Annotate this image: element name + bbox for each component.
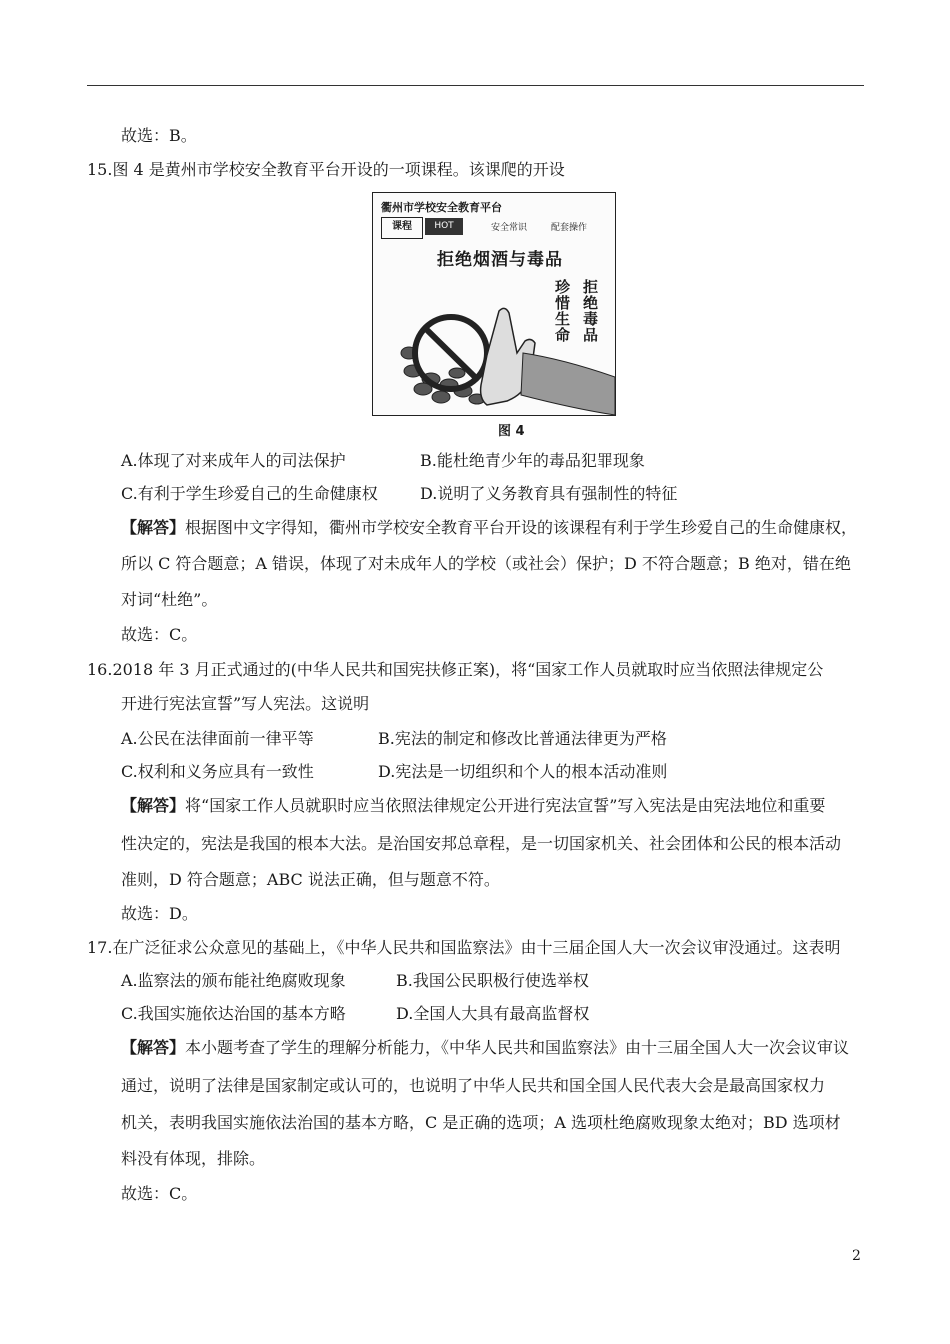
question-16-line-2: 开进行宪法宣誓”写人宪法。这说明 bbox=[121, 694, 370, 713]
question-15: 15.图 4 是黄州市学校安全教育平台开设的一项课程。该课爬的开设 bbox=[87, 160, 565, 179]
option-16c: C.权利和义务应具有一致性 bbox=[121, 762, 314, 781]
option-16b: B.宪法的制定和修改比普通法律更为严格 bbox=[378, 729, 667, 748]
solution-tag: 【解答】 bbox=[121, 518, 186, 537]
solution-17-line-3: 机关，表明我国实施依法治国的基本方略，C 是正确的选项；A 选项杜绝腐败现象太绝对；BD 选项材 bbox=[121, 1113, 841, 1132]
option-15c: C.有利于学生珍爱自己的生命健康权 bbox=[121, 484, 378, 503]
figure-tab-ops: 配套操作 bbox=[551, 223, 588, 233]
answer-line: 故选：B。 bbox=[121, 126, 197, 145]
figure-caption: 图 4 bbox=[498, 424, 525, 439]
solution-15-line bbox=[121, 518, 857, 538]
figure-4 bbox=[372, 192, 616, 416]
question-16: 16.2018 年 3 月正式通过的(中华人民共和国宪扶修正案)，将“国家工作人员就取时应当依照法律规定公 bbox=[87, 660, 824, 679]
option-15a: A.体现了对来成年人的司法保护 bbox=[121, 451, 346, 470]
page-number: 2 bbox=[852, 1248, 861, 1264]
solution-16-line-2: 性决定的，宪法是我国的根本大法。是治国安邦总章程，是一切国家机关、社会团体和公民的根本活动 bbox=[121, 834, 842, 853]
figure-slogan-right: 拒绝毒品 bbox=[581, 279, 599, 343]
option-17c: C.我国实施依达治国的基本方略 bbox=[121, 1004, 346, 1023]
course-logo: 课程 bbox=[381, 217, 423, 239]
solution-tag: 【解答】 bbox=[121, 796, 186, 815]
solution-16-line bbox=[121, 796, 825, 816]
option-17d: D.全国人大具有最高监督权 bbox=[396, 1004, 590, 1023]
solution-15-line-3: 对词“杜绝”。 bbox=[121, 590, 218, 609]
option-17a: A.监察法的颁布能社绝腐败现象 bbox=[121, 971, 346, 990]
solution-15-line-2: 所以 C 符合题意；A 错误，体现了对未成年人的学校（或社会）保护；D 不符合题意；B 绝对，错在绝 bbox=[121, 554, 851, 573]
solution-text: 将“国家工作人员就职时应当依照法律规定公开进行宪法宣誓”写入宪法是由宪法地位和重要 bbox=[185, 796, 826, 815]
option-17b: B.我国公民职极行使选举权 bbox=[396, 971, 589, 990]
answer-line: 故选：C。 bbox=[121, 625, 198, 644]
hot-badge: HOT bbox=[425, 218, 463, 235]
question-17: 17.在广泛征求公众意见的基础上，《中华人民共和国监察法》由十三届企国人大一次会议审没通过。这表明 bbox=[87, 938, 841, 957]
figure-tab-safety: 安全常识 bbox=[491, 223, 528, 233]
pills-and-hand-illustration bbox=[373, 193, 615, 415]
solution-16-line-3: 准则，D 符合题意；ABC 说法正确，但与题意不符。 bbox=[121, 870, 500, 889]
answer-line: 故选：D。 bbox=[121, 904, 198, 923]
answer-line: 故选：C。 bbox=[121, 1184, 198, 1203]
header-rule bbox=[87, 85, 864, 86]
option-15b: B.能杜绝青少年的毒品犯罪现象 bbox=[420, 451, 645, 470]
solution-17-line-4: 料没有体现，排除。 bbox=[121, 1149, 266, 1168]
option-15d: D.说明了义务教育具有强制性的特征 bbox=[420, 484, 678, 503]
solution-text: 根据图中文字得知，衢州市学校安全教育平台开设的该课程有利于学生珍爱自己的生命健康权， bbox=[185, 518, 858, 537]
figure-title: 拒绝烟酒与毒品 bbox=[437, 250, 563, 270]
solution-17-line-2: 通过，说明了法律是国家制定或认可的，也说明了中华人民共和国全国人民代表大会是最高国家权力 bbox=[121, 1076, 826, 1095]
solution-17-line bbox=[121, 1038, 849, 1058]
solution-tag: 【解答】 bbox=[121, 1038, 186, 1057]
figure-slogan-left: 珍惜生命 bbox=[553, 279, 571, 343]
option-16a: A.公民在法律面前一律平等 bbox=[121, 729, 314, 748]
solution-text: 本小题考查了学生的理解分析能力，《中华人民共和国监察法》由十三届全国人大一次会议审议 bbox=[185, 1038, 850, 1057]
option-16d: D.宪法是一切组织和个人的根本活动准则 bbox=[378, 762, 668, 781]
figure-header: 衢州市学校安全教育平台 bbox=[381, 201, 502, 214]
